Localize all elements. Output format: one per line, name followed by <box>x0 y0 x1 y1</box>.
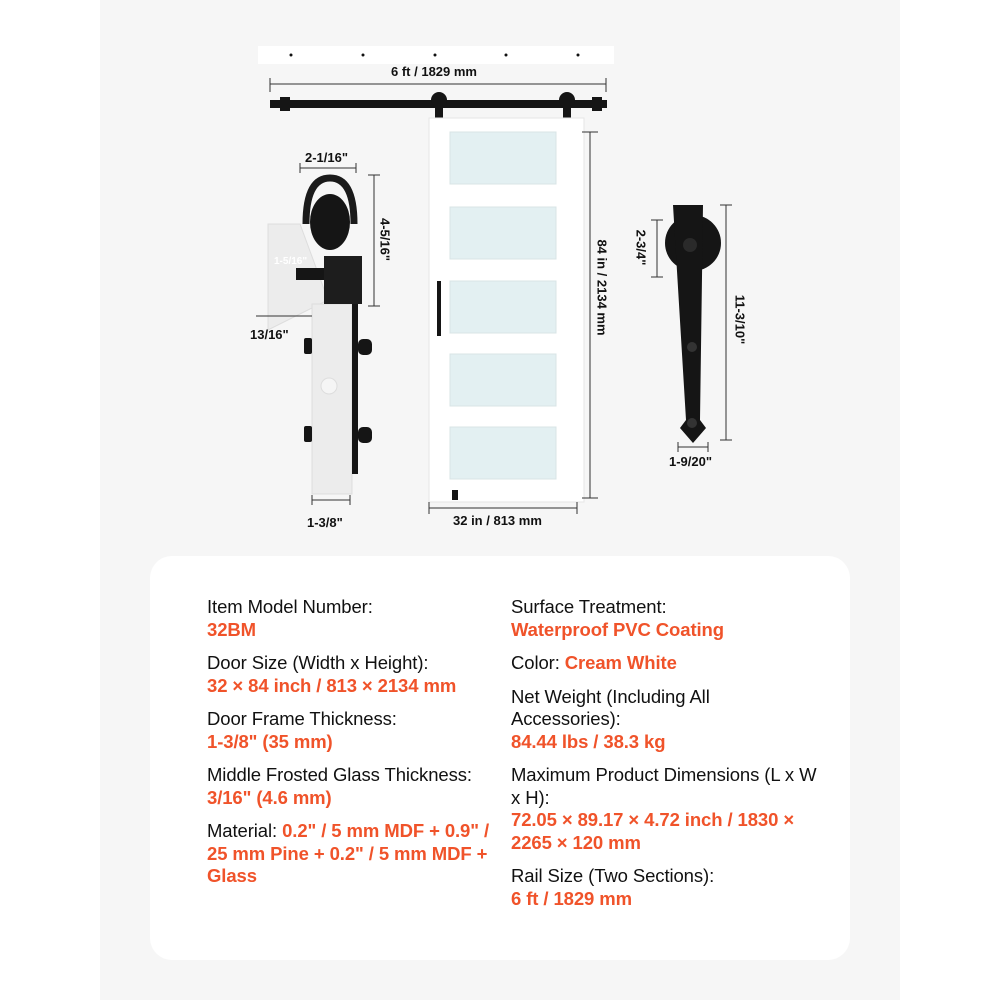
rail-length-label: 6 ft / 1829 mm <box>391 64 477 79</box>
hanger-height-label: 4-5/16" <box>377 217 393 262</box>
spec-max-dimensions: Maximum Product Dimensions (L x W x H): 72.05 × 89.17 × 4.72 inch / 1830 × 2265 × 120 mm <box>511 764 817 853</box>
spec-model-number: Item Model Number: 32BM <box>207 596 373 640</box>
spec-material: Material: 0.2" / 5 mm MDF + 0.9" / 25 mm Pine + 0.2" / 5 mm MDF + Glass <box>207 820 489 886</box>
door-handle <box>437 281 441 336</box>
specs-right-column <box>511 596 821 921</box>
glass-panels <box>450 132 556 479</box>
door-width-label: 32 in / 813 mm <box>453 513 542 528</box>
wall-offset-label: 13/16" <box>250 327 289 342</box>
spec-glass-thickness: Middle Frosted Glass Thickness: 3/16" (4.6 mm) <box>207 764 472 808</box>
door-thickness-label: 1-3/8" <box>307 515 343 530</box>
spec-frame-thickness: Door Frame Thickness: 1-3/8" (35 mm) <box>207 708 397 752</box>
door-height-label: 84 in / 2134 mm <box>594 239 610 336</box>
spacer-length-label: 1-5/16" <box>274 256 308 267</box>
spec-net-weight: Net Weight (Including All Accessories): 84.44 lbs / 38.3 kg <box>511 685 710 752</box>
spec-rail-size: Rail Size (Two Sections): 6 ft / 1829 mm <box>511 865 715 909</box>
spec-door-size: Door Size (Width x Height): 32 × 84 inch / 813 × 2134 mm <box>207 652 457 696</box>
spec-color: Color: Cream White <box>511 652 677 673</box>
strap-width-label: 1-9/20" <box>669 454 713 469</box>
specs-left-column <box>207 596 502 899</box>
strap-length-label: 11-3/10" <box>732 294 748 345</box>
specs-card <box>150 556 850 960</box>
hanger-width-label: 2-1/16" <box>305 150 349 165</box>
spec-surface-treatment: Surface Treatment: Waterproof PVC Coating <box>511 596 724 640</box>
wheel-diameter-label: 2-3/4" <box>633 229 649 266</box>
